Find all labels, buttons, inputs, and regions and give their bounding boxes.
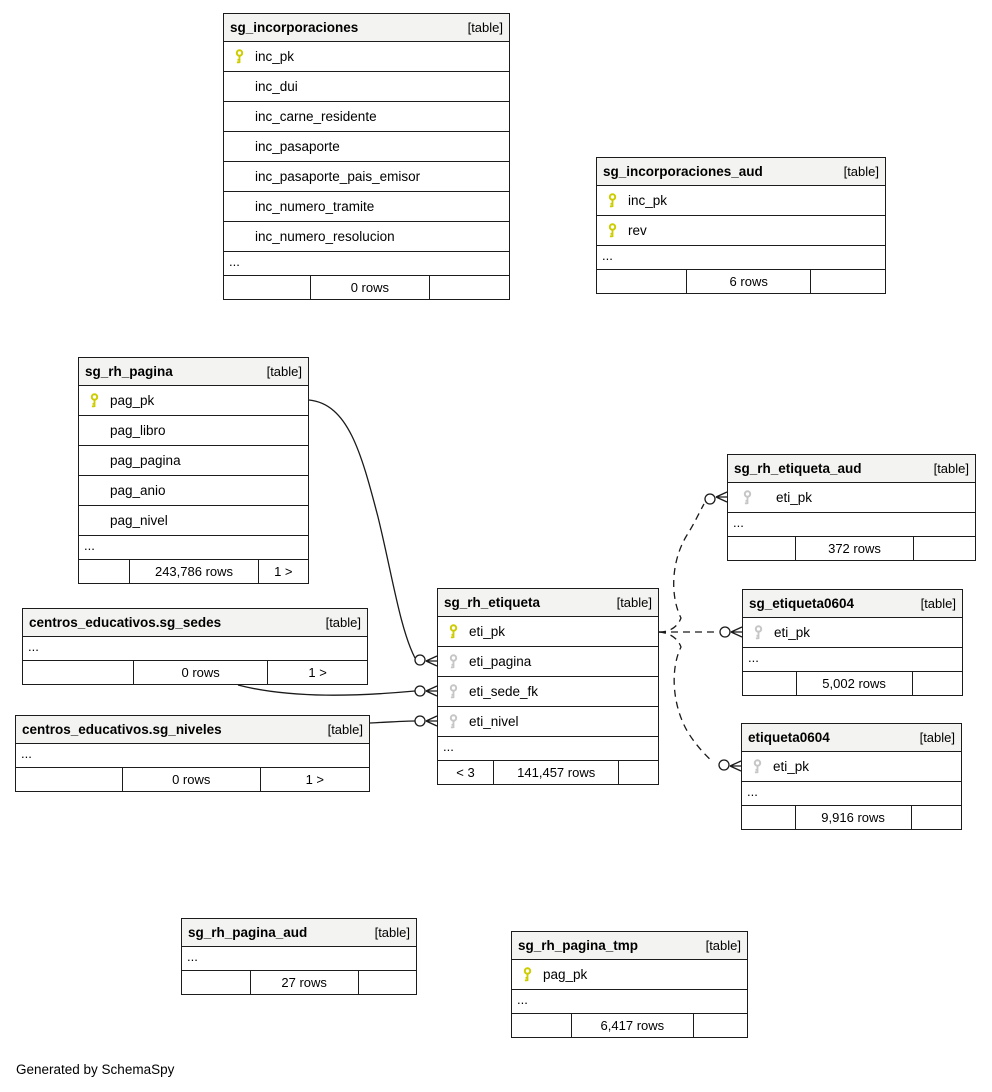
column-name: pag_pagina [110, 453, 181, 468]
table-centros-educativos-sg-niveles [15, 715, 370, 792]
footer-out-degree [913, 537, 975, 560]
generated-by-note: Generated by SchemaSpy [16, 1062, 175, 1077]
footer-in-degree [224, 276, 310, 299]
row-count: 372 rows [795, 537, 914, 560]
table-tag: [table] [325, 615, 361, 630]
primary-key-icon [233, 49, 246, 64]
column-name: inc_numero_resolucion [255, 229, 395, 244]
column-row [224, 222, 509, 252]
column-name: pag_pk [110, 393, 155, 408]
table-header [597, 158, 885, 186]
table-name-link[interactable]: sg_rh_pagina_aud [188, 925, 308, 940]
column-row [79, 386, 308, 416]
table-name-link[interactable]: sg_rh_etiqueta_aud [734, 461, 862, 476]
foreign-key-icon [752, 625, 765, 640]
table-tag: [table] [266, 364, 302, 379]
table-footer [597, 270, 885, 293]
table-name-link[interactable]: sg_incorporaciones [230, 20, 359, 35]
column-name: eti_pk [469, 624, 506, 639]
table-header [728, 455, 975, 483]
table-sg-rh-pagina-aud [181, 918, 417, 995]
footer-in-degree [512, 1014, 571, 1037]
table-tag: [table] [467, 20, 503, 35]
column-row [742, 752, 961, 782]
table-sg-rh-pagina-tmp [511, 931, 748, 1038]
row-count: 6 rows [686, 270, 810, 293]
more-columns-ellipsis: ... [597, 246, 885, 270]
column-row [438, 617, 658, 647]
rel-etiqueta-etiqueta-aud [659, 504, 704, 632]
table-name-link[interactable]: sg_rh_pagina_tmp [518, 938, 639, 953]
footer-out-degree: 1 > [260, 768, 369, 791]
primary-key-icon [606, 223, 619, 238]
row-count: 27 rows [250, 971, 358, 994]
table-etiqueta0604 [741, 723, 962, 830]
table-tag: [table] [920, 596, 956, 611]
footer-in-degree [16, 768, 122, 791]
more-columns-ellipsis: ... [512, 990, 747, 1014]
primary-key-icon [606, 193, 619, 208]
column-row [224, 102, 509, 132]
table-header [79, 358, 308, 386]
column-name: eti_pk [774, 625, 811, 640]
row-count: 243,786 rows [129, 560, 257, 583]
more-columns-ellipsis: ... [743, 648, 962, 672]
more-columns-ellipsis: ... [438, 737, 658, 761]
more-columns-ellipsis: ... [742, 782, 961, 806]
column-row [438, 677, 658, 707]
column-name: inc_pk [628, 193, 668, 208]
more-columns-ellipsis: ... [23, 637, 367, 661]
column-row [79, 476, 308, 506]
column-name: pag_pk [543, 967, 588, 982]
column-row [224, 162, 509, 192]
column-name: inc_dui [255, 79, 298, 94]
table-sg-rh-pagina [78, 357, 309, 584]
column-row [224, 132, 509, 162]
column-name: eti_pk [773, 759, 810, 774]
table-footer [224, 276, 509, 299]
table-footer [182, 971, 416, 994]
primary-key-icon [447, 624, 460, 639]
table-name-link[interactable]: sg_rh_pagina [85, 364, 173, 379]
row-count: 0 rows [133, 661, 267, 684]
table-footer [743, 672, 962, 695]
table-tag: [table] [843, 164, 879, 179]
table-header [224, 14, 509, 42]
footer-out-degree [810, 270, 885, 293]
column-row [743, 618, 962, 648]
footer-in-degree [728, 537, 795, 560]
footer-out-degree [912, 672, 962, 695]
table-footer [23, 661, 367, 684]
row-count: 9,916 rows [795, 806, 911, 829]
foreign-key-icon [447, 714, 460, 729]
row-count: 0 rows [310, 276, 430, 299]
column-name: rev [628, 223, 647, 238]
row-count: 5,002 rows [796, 672, 912, 695]
column-row [512, 960, 747, 990]
table-footer [512, 1014, 747, 1037]
column-row [224, 192, 509, 222]
table-name-link[interactable]: centros_educativos.sg_sedes [29, 615, 222, 630]
table-tag: [table] [374, 925, 410, 940]
column-row [597, 186, 885, 216]
table-sg-incorporaciones [223, 13, 510, 300]
column-name: inc_pk [255, 49, 295, 64]
footer-in-degree [742, 806, 795, 829]
column-row [597, 216, 885, 246]
column-row [438, 707, 658, 737]
table-sg-etiqueta0604 [742, 589, 963, 696]
table-footer [728, 537, 975, 560]
footer-out-degree [911, 806, 961, 829]
table-header [512, 932, 747, 960]
primary-key-icon [88, 393, 101, 408]
table-header [743, 590, 962, 618]
column-row [224, 72, 509, 102]
row-count: 6,417 rows [571, 1014, 693, 1037]
footer-in-degree [743, 672, 796, 695]
table-tag: [table] [705, 938, 741, 953]
column-row [728, 483, 975, 513]
column-row [438, 647, 658, 677]
foreign-key-icon [751, 759, 764, 774]
table-footer [79, 560, 308, 583]
footer-out-degree [429, 276, 509, 299]
rel-sedes-etiqueta [238, 685, 415, 695]
foreign-key-icon [741, 490, 754, 505]
column-name: inc_numero_tramite [255, 199, 375, 214]
table-centros-educativos-sg-sedes [22, 608, 368, 685]
table-tag: [table] [933, 461, 969, 476]
footer-out-degree: 1 > [267, 661, 367, 684]
table-header [16, 716, 369, 744]
table-header [182, 919, 416, 947]
column-name: inc_pasaporte [255, 139, 340, 154]
column-name: eti_pk [776, 490, 813, 505]
foreign-key-icon [447, 684, 460, 699]
footer-in-degree [182, 971, 250, 994]
footer-out-degree: 1 > [258, 560, 308, 583]
footer-in-degree [597, 270, 686, 293]
table-sg-rh-etiqueta-aud [727, 454, 976, 561]
column-row [79, 506, 308, 536]
table-footer [742, 806, 961, 829]
table-tag: [table] [327, 722, 363, 737]
footer-in-degree: < 3 [456, 765, 475, 780]
foreign-key-icon [447, 654, 460, 669]
column-name: inc_carne_residente [255, 109, 377, 124]
column-name: pag_libro [110, 423, 166, 438]
column-row [79, 416, 308, 446]
table-tag: [table] [616, 595, 652, 610]
more-columns-ellipsis: ... [16, 744, 369, 768]
column-row [79, 446, 308, 476]
row-count: 0 rows [122, 768, 260, 791]
rel-niveles-etiqueta [370, 721, 415, 723]
table-name-link[interactable]: sg_incorporaciones_aud [603, 164, 763, 179]
column-name: pag_nivel [110, 513, 168, 528]
table-sg-incorporaciones-aud [596, 157, 886, 294]
more-columns-ellipsis: ... [182, 947, 416, 971]
footer-out-degree [358, 971, 417, 994]
column-name: inc_pasaporte_pais_emisor [255, 169, 421, 184]
table-name-link[interactable]: sg_rh_etiqueta [444, 595, 541, 610]
more-columns-ellipsis: ... [224, 252, 509, 276]
rel-etiqueta-etiqueta0604 [659, 632, 713, 762]
table-tag: [table] [919, 730, 955, 745]
column-name: pag_anio [110, 483, 166, 498]
column-name: eti_pagina [469, 654, 532, 669]
table-header [23, 609, 367, 637]
table-name-link[interactable]: centros_educativos.sg_niveles [22, 722, 222, 737]
more-columns-ellipsis: ... [728, 513, 975, 537]
column-name: eti_nivel [469, 714, 519, 729]
footer-out-degree [618, 761, 658, 784]
table-name-link[interactable]: etiqueta0604 [748, 730, 830, 745]
column-name: eti_sede_fk [469, 684, 539, 699]
footer-in-degree [79, 560, 129, 583]
primary-key-icon [521, 967, 534, 982]
table-footer [438, 761, 658, 784]
footer-in-degree [23, 661, 133, 684]
footer-out-degree [693, 1014, 747, 1037]
column-row [224, 42, 509, 72]
row-count: 141,457 rows [493, 761, 618, 784]
table-footer [16, 768, 369, 791]
table-header [742, 724, 961, 752]
table-name-link[interactable]: sg_etiqueta0604 [749, 596, 855, 611]
table-sg-rh-etiqueta [437, 588, 659, 785]
table-header [438, 589, 658, 617]
more-columns-ellipsis: ... [79, 536, 308, 560]
